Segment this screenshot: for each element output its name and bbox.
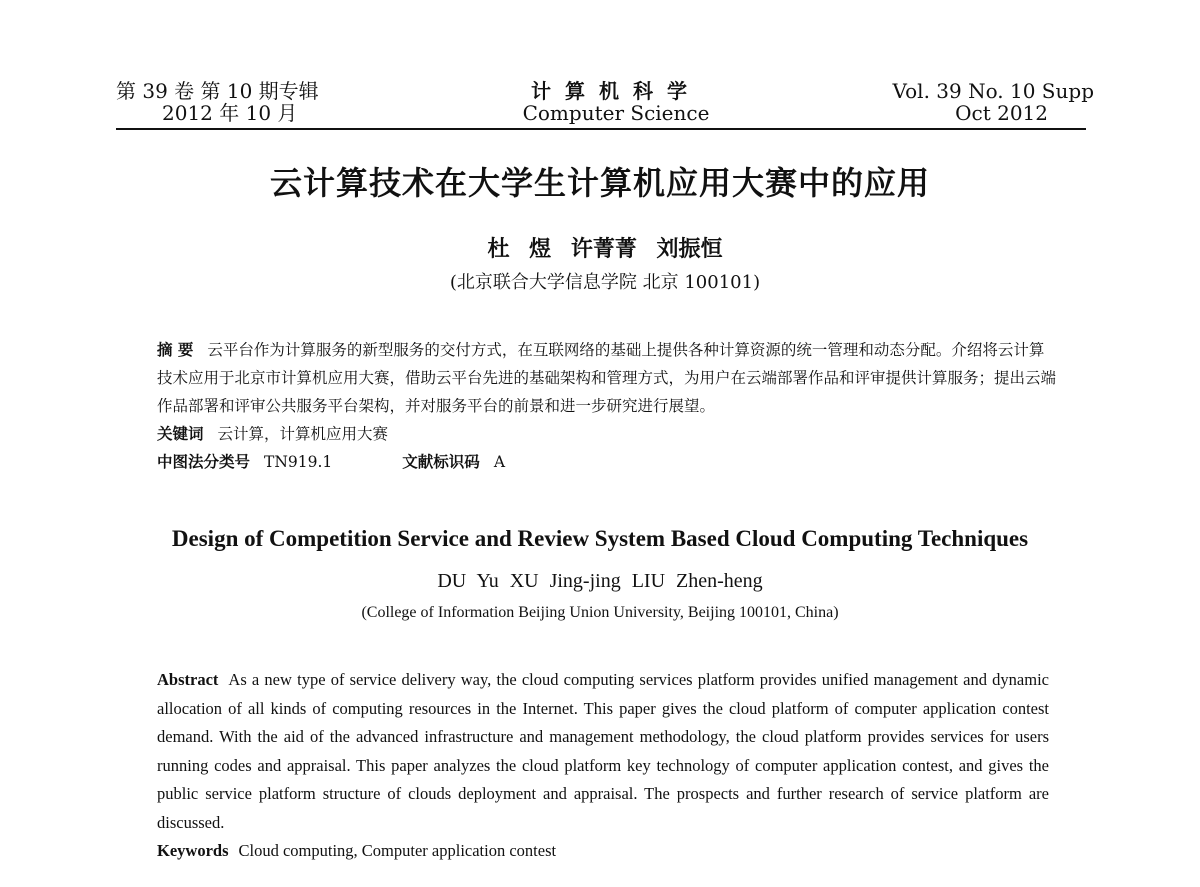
authors-en: DU Yu XU Jing-jing LIU Zhen-heng bbox=[437, 570, 763, 592]
keywords-en-label: Keywords bbox=[157, 841, 229, 860]
keywords-cn-label: 关键词 bbox=[157, 425, 204, 443]
keywords-en bbox=[157, 837, 1049, 866]
journal-volume-info-en bbox=[893, 80, 1094, 124]
abstract-cn-text: 云平台作为计算服务的新型服务的交付方式，在互联网络的基础上提供各种计算资源的统一管理和动态分配。介绍将云计算技术应用于北京市计算机应用大赛，借助云平台先进的基础架构和管理方式，为用户在云端部署作品和评审提供计算服务；提出云端作品部署和评审公共服务平台架构，并对服务平台的前景和进一步研究进行展望。 bbox=[157, 341, 1057, 415]
volume-issue: 第 39 卷 第 10 期专辑 bbox=[116, 79, 319, 103]
publication-date-en: Oct 2012 bbox=[955, 101, 1048, 125]
clc-label: 中图法分类号 bbox=[157, 453, 251, 471]
paper-title-en: Design of Competition Service and Review System Based Cloud Computing Techniques bbox=[171, 526, 1029, 551]
keywords-cn-text: 云计算，计算机应用大赛 bbox=[217, 425, 389, 443]
abstract-en-label: Abstract bbox=[157, 670, 219, 689]
abstract-en-text: As a new type of service delivery way, the cloud computing services platform provides unified management and dynamic allocation of all kinds of computing resources in the Internet. This paper gives the cloud platform of computer application contest demand. With the aid of the advanced infrastructure and management methodology, the cloud platform provides services for users running codes and appraisal. This paper analyzes the cloud platform key technology of computer application contest, and gives the public service platform structure of clouds deployment and appraisal. The prospects and further research of service platform are discussed. bbox=[157, 670, 1049, 832]
classification-line bbox=[157, 448, 1057, 476]
clc-value: TN919.1 bbox=[264, 453, 333, 471]
abstract-cn-label: 摘 要 bbox=[157, 341, 194, 359]
affiliation-en: (College of Information Beijing Union University, Beijing 100101, China) bbox=[361, 604, 839, 621]
volume-issue-en: Vol. 39 No. 10 Supp bbox=[892, 79, 1094, 103]
doc-code-value: A bbox=[493, 453, 506, 471]
abstract-en-block bbox=[157, 666, 1049, 866]
journal-name-en: Computer Science bbox=[522, 101, 710, 125]
affiliation-cn: (北京联合大学信息学院 北京 100101) bbox=[449, 272, 761, 293]
journal-name-cn: 计算机科学 bbox=[531, 79, 701, 103]
authors-cn: 杜 煜 许菁菁 刘振恒 bbox=[487, 237, 723, 262]
keywords-en-text: Cloud computing, Computer application contest bbox=[238, 841, 557, 860]
doc-code-label: 文献标识码 bbox=[402, 453, 480, 471]
publication-date-cn: 2012 年 10 月 bbox=[162, 101, 298, 125]
paper-title-cn: 云计算技术在大学生计算机应用大赛中的应用 bbox=[269, 164, 930, 202]
abstract-cn bbox=[157, 336, 1057, 420]
header-divider bbox=[116, 128, 1086, 130]
abstract-en bbox=[157, 666, 1049, 837]
abstract-cn-block bbox=[157, 336, 1057, 476]
keywords-cn bbox=[157, 420, 1057, 448]
